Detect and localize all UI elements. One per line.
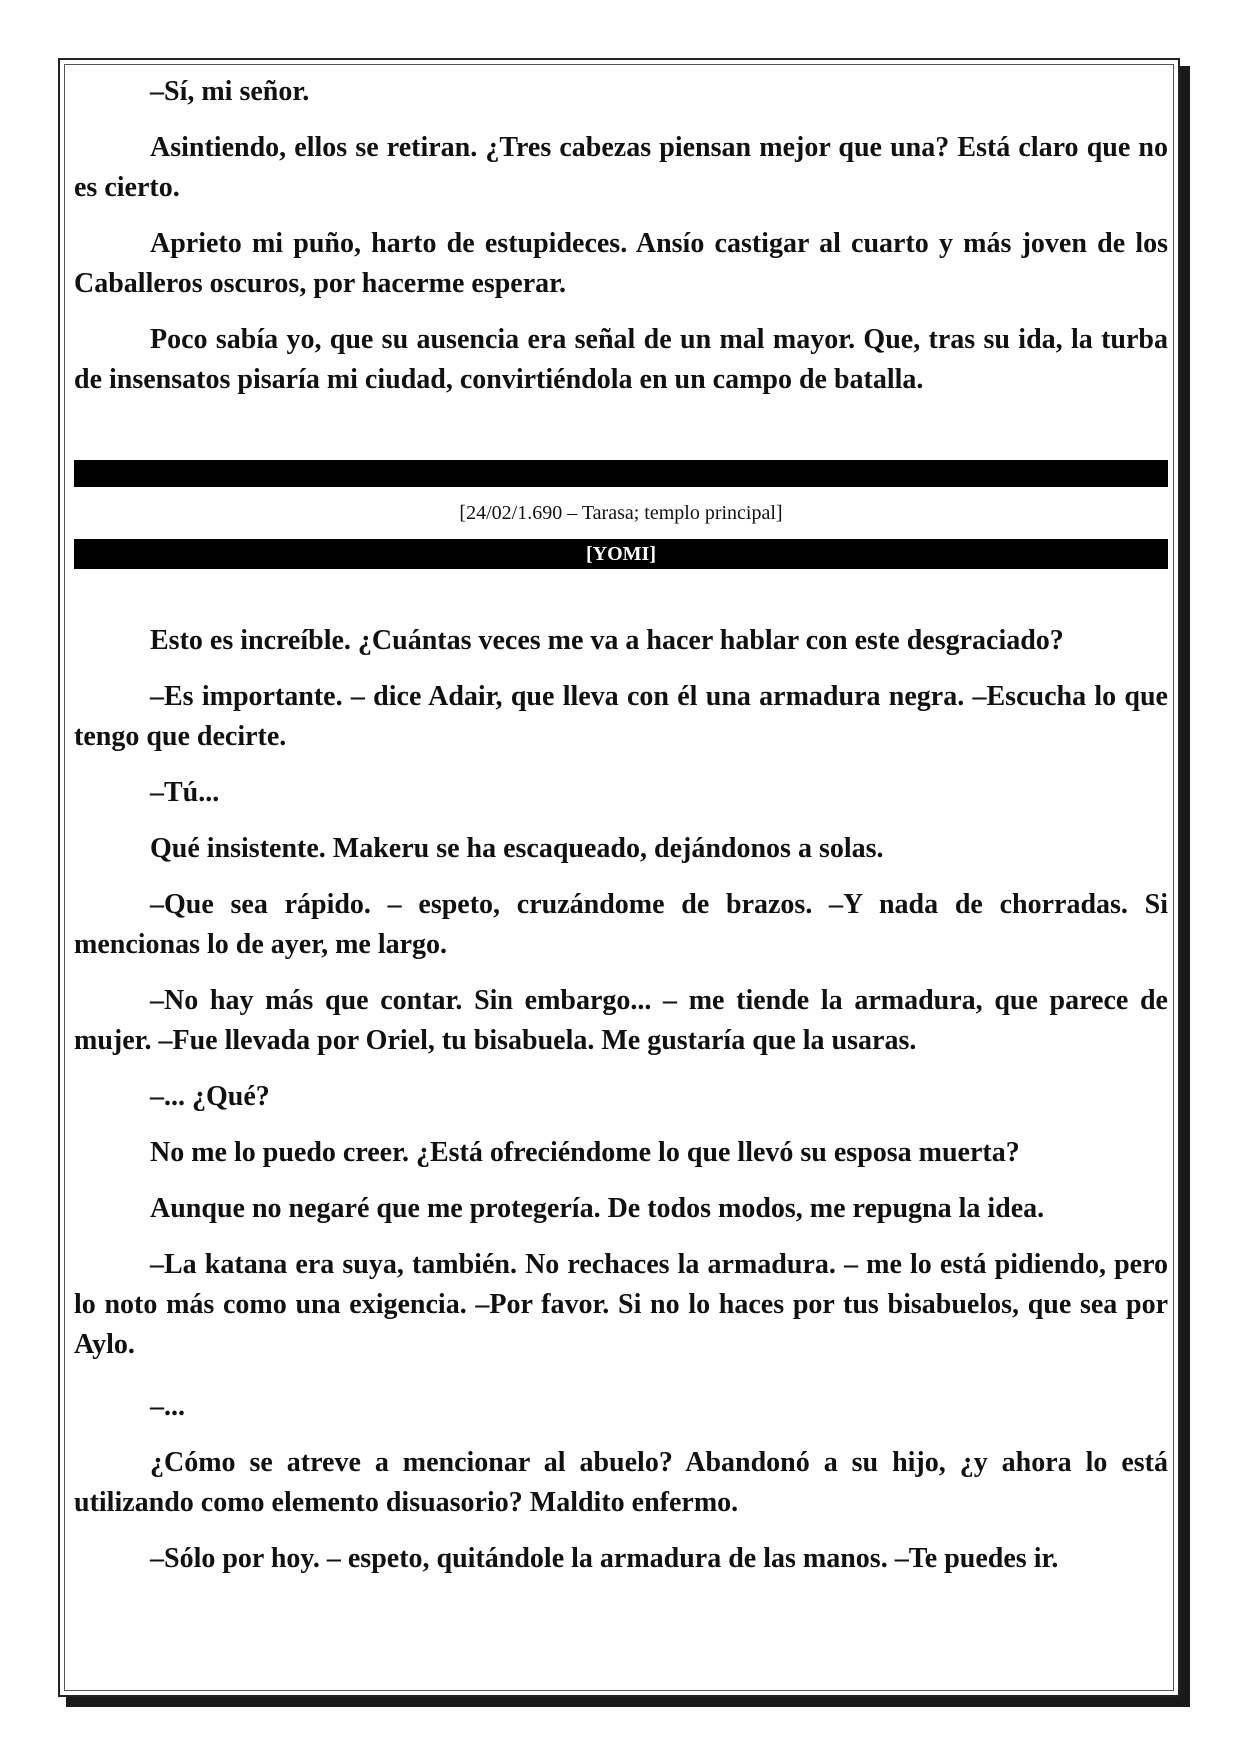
pov-character-bar: [YOMI] bbox=[74, 539, 1168, 569]
paragraph: –Que sea rápido. – espeto, cruzándome de brazos. –Y nada de chorradas. Si mencionas lo de ayer, me largo. bbox=[74, 889, 1168, 960]
paragraph: –No hay más que contar. Sin embargo... – me tiende la armadura, que parece de mujer. –Fue llevada por Oriel, tu bisabuela. Me gustaría que la usaras. bbox=[74, 985, 1168, 1056]
paragraph: Esto es increíble. ¿Cuántas veces me va a hacer hablar con este desgraciado? bbox=[150, 625, 1064, 656]
paragraph: –La katana era suya, también. No rechaces la armadura. – me lo está pidiendo, pero lo noto más como una exigencia. –Por favor. Si no lo haces por tus bisabuelos, que sea por Aylo. bbox=[74, 1249, 1168, 1360]
top-section bbox=[74, 72, 1168, 400]
paragraph: –... bbox=[150, 1391, 185, 1422]
paragraph: No me lo puedo creer. ¿Está ofreciéndome lo que llevó su esposa muerta? bbox=[150, 1137, 1020, 1168]
paragraph: –Sólo por hoy. – espeto, quitándole la armadura de las manos. –Te puedes ir. bbox=[150, 1543, 1059, 1574]
paragraph: –Es importante. – dice Adair, que lleva con él una armadura negra. –Escucha lo que tengo que decirte. bbox=[74, 681, 1168, 752]
paragraph: Poco sabía yo, que su ausencia era señal de un mal mayor. Que, tras su ida, la turba de insensatos pisaría mi ciudad, convirtiéndola en un campo de batalla. bbox=[74, 324, 1168, 395]
bottom-section bbox=[74, 621, 1168, 1579]
paragraph: –Tú... bbox=[150, 777, 220, 808]
paragraph: –Sí, mi señor. bbox=[150, 76, 310, 107]
paragraph: Asintiendo, ellos se retiran. ¿Tres cabezas piensan mejor que una? Está claro que no es cierto. bbox=[74, 132, 1168, 203]
paragraph: –... ¿Qué? bbox=[150, 1081, 270, 1112]
paragraph: Qué insistente. Makeru se ha escaqueado, dejándonos a solas. bbox=[150, 833, 884, 864]
paragraph: ¿Cómo se atreve a mencionar al abuelo? Abandonó a su hijo, ¿y ahora lo está utilizando como elemento disuasorio? Maldito enfermo. bbox=[74, 1447, 1168, 1518]
scene-date-location: [24/02/1.690 – Tarasa; templo principal] bbox=[459, 502, 783, 524]
paragraph: Aunque no negaré que me protegería. De todos modos, me repugna la idea. bbox=[150, 1193, 1045, 1224]
paragraph: Aprieto mi puño, harto de estupideces. Ansío castigar al cuarto y más joven de los Caballeros oscuros, por hacerme esperar. bbox=[74, 228, 1168, 299]
document-body bbox=[74, 72, 1168, 1595]
scene-separator-bar bbox=[74, 460, 1168, 487]
